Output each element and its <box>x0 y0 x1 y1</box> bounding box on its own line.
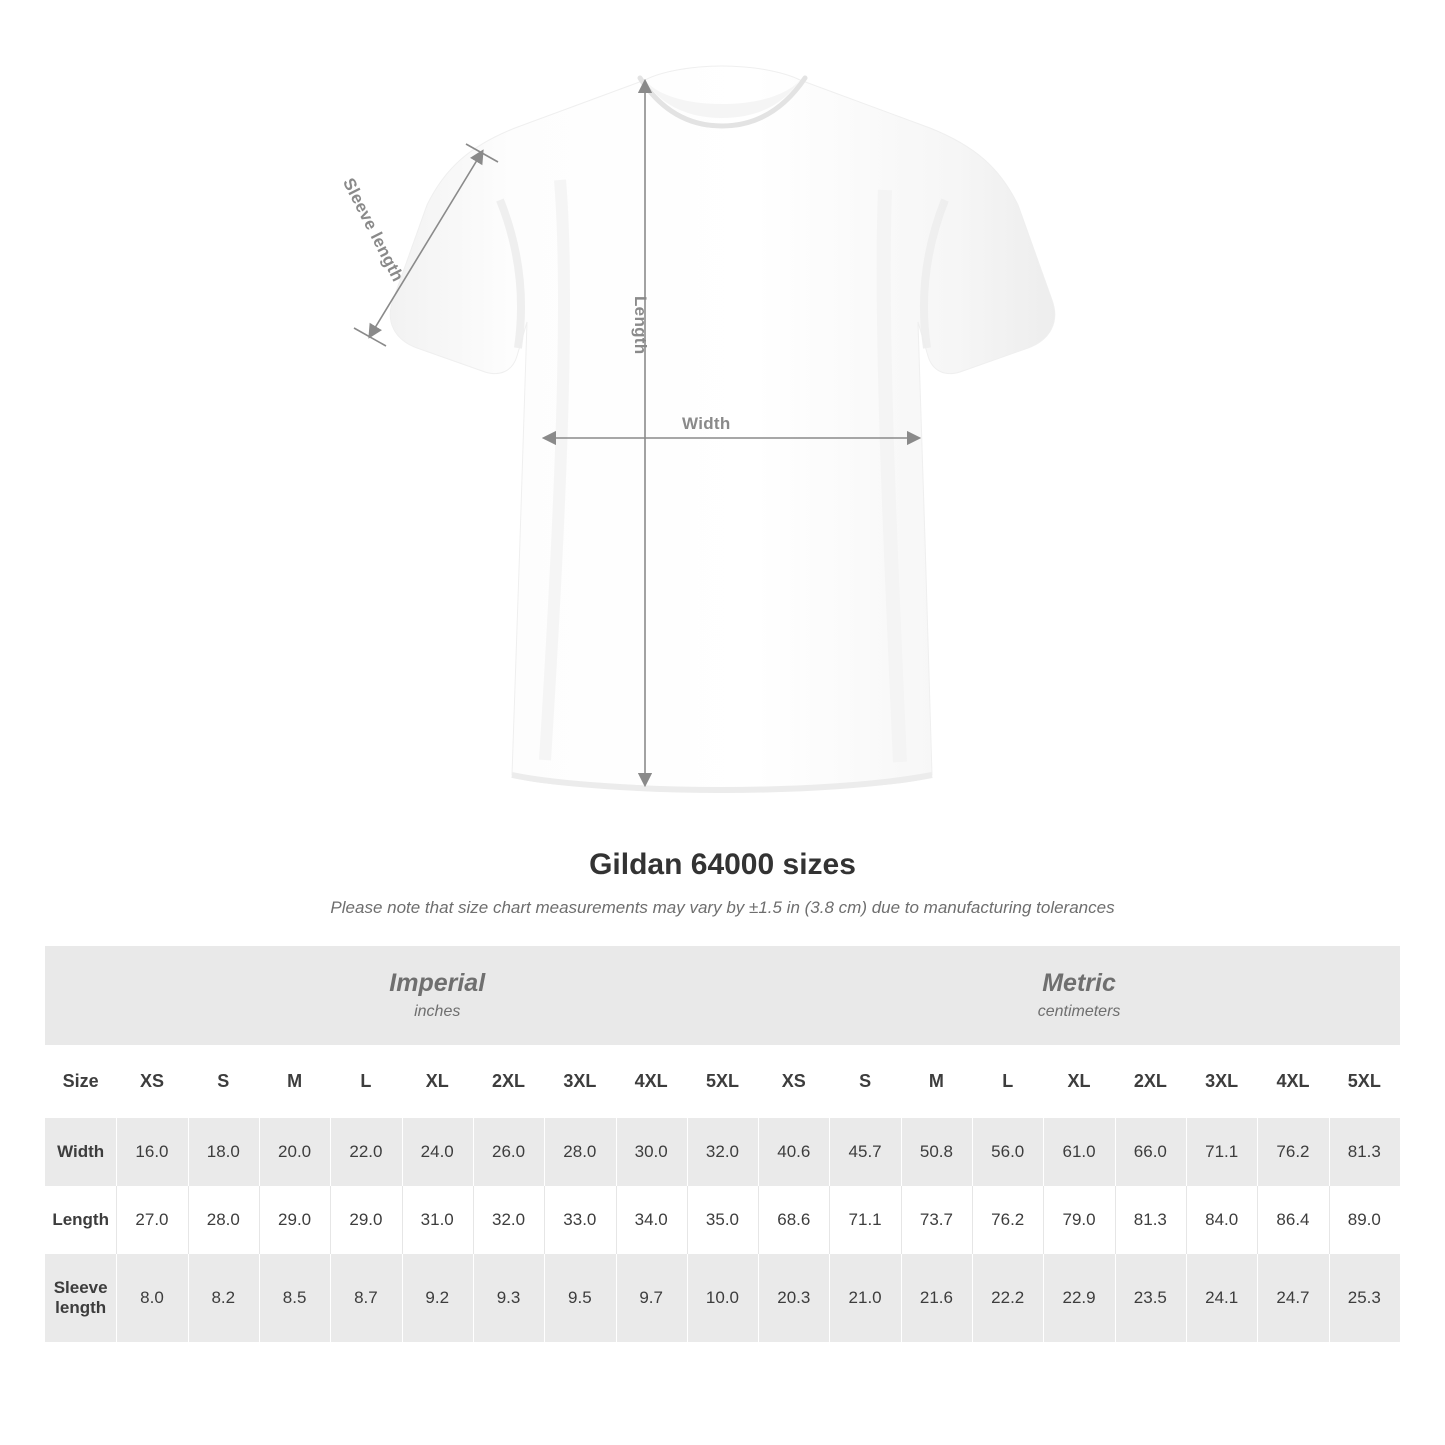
table-header-row <box>45 1045 1400 1118</box>
unit-group-imperial-name: Imperial <box>389 969 486 997</box>
tolerance-note: Please note that size chart measurements may vary by ±1.5 in (3.8 cm) due to manufacturing tolerances <box>330 898 1115 917</box>
table-cell: 81.3 <box>1115 1186 1186 1254</box>
column-header: 2XL <box>1115 1045 1186 1118</box>
table-cell: 26.0 <box>473 1118 544 1186</box>
table-cell: 76.2 <box>1257 1118 1328 1186</box>
column-header: 4XL <box>616 1045 687 1118</box>
column-header: S <box>829 1045 900 1118</box>
column-header: XL <box>402 1045 473 1118</box>
column-header-size: Size <box>45 1045 116 1118</box>
unit-group-metric-sub: centimeters <box>1037 1003 1121 1021</box>
table-cell: 81.3 <box>1329 1118 1400 1186</box>
column-header: XL <box>1043 1045 1114 1118</box>
row-header-length: Length <box>45 1186 116 1254</box>
table-cell: 61.0 <box>1043 1118 1114 1186</box>
table-cell: 22.9 <box>1043 1254 1114 1342</box>
table-cell: 21.6 <box>901 1254 972 1342</box>
row-header-width: Width <box>45 1118 116 1186</box>
unit-group-metric <box>758 946 1400 1045</box>
size-chart-table <box>45 946 1400 1342</box>
table-cell: 29.0 <box>259 1186 330 1254</box>
table-cell: 20.0 <box>259 1118 330 1186</box>
table-cell: 23.5 <box>1115 1254 1186 1342</box>
table-cell: 22.0 <box>330 1118 401 1186</box>
table-cell: 89.0 <box>1329 1186 1400 1254</box>
column-header: 5XL <box>1329 1045 1400 1118</box>
column-header: M <box>259 1045 330 1118</box>
table-cell: 24.7 <box>1257 1254 1328 1342</box>
table-cell: 18.0 <box>188 1118 259 1186</box>
table-cell: 22.2 <box>972 1254 1043 1342</box>
unit-group-imperial-sub: inches <box>414 1003 461 1021</box>
table-cell: 10.0 <box>687 1254 758 1342</box>
table-cell: 79.0 <box>1043 1186 1114 1254</box>
column-header: 5XL <box>687 1045 758 1118</box>
table-cell: 25.3 <box>1329 1254 1400 1342</box>
width-label: Width <box>682 414 731 433</box>
table-cell: 21.0 <box>829 1254 900 1342</box>
length-label: Length <box>631 296 650 355</box>
table-cell: 9.7 <box>616 1254 687 1342</box>
unit-group-metric-name: Metric <box>1042 969 1116 997</box>
table-cell: 31.0 <box>402 1186 473 1254</box>
heading-block <box>0 848 1445 918</box>
table-cell: 9.3 <box>473 1254 544 1342</box>
sleeve-length-label: Sleeve length <box>339 175 408 285</box>
table-cell: 34.0 <box>616 1186 687 1254</box>
table-cell: 68.6 <box>758 1186 829 1254</box>
table-cell: 35.0 <box>687 1186 758 1254</box>
table-cell: 27.0 <box>116 1186 187 1254</box>
table-cell: 9.5 <box>544 1254 615 1342</box>
table-cell: 86.4 <box>1257 1186 1328 1254</box>
table-cell: 40.6 <box>758 1118 829 1186</box>
column-header: M <box>901 1045 972 1118</box>
row-header-sleeve-length: Sleeve length <box>45 1254 116 1342</box>
table-cell: 16.0 <box>116 1118 187 1186</box>
table-cell: 8.7 <box>330 1254 401 1342</box>
table-cell: 66.0 <box>1115 1118 1186 1186</box>
table-cell: 71.1 <box>829 1186 900 1254</box>
table-cell: 28.0 <box>188 1186 259 1254</box>
table-cell: 32.0 <box>687 1118 758 1186</box>
table-cell: 50.8 <box>901 1118 972 1186</box>
table-cell: 8.0 <box>116 1254 187 1342</box>
table-cell: 45.7 <box>829 1118 900 1186</box>
column-header: L <box>972 1045 1043 1118</box>
table-cell: 9.2 <box>402 1254 473 1342</box>
table-cell: 8.5 <box>259 1254 330 1342</box>
table-row <box>45 1118 1400 1186</box>
page-title: Gildan 64000 sizes <box>589 848 856 881</box>
column-header: 3XL <box>544 1045 615 1118</box>
table-cell: 32.0 <box>473 1186 544 1254</box>
unit-group-imperial <box>116 946 758 1045</box>
column-header: L <box>330 1045 401 1118</box>
column-header: 2XL <box>473 1045 544 1118</box>
column-header: 3XL <box>1186 1045 1257 1118</box>
table-cell: 71.1 <box>1186 1118 1257 1186</box>
size-table-container <box>45 946 1400 1342</box>
unit-group-spacer <box>45 946 116 1045</box>
table-cell: 73.7 <box>901 1186 972 1254</box>
column-header: XS <box>116 1045 187 1118</box>
table-cell: 20.3 <box>758 1254 829 1342</box>
table-row <box>45 1186 1400 1254</box>
table-cell: 24.0 <box>402 1118 473 1186</box>
column-header: 4XL <box>1257 1045 1328 1118</box>
table-row <box>45 1254 1400 1342</box>
table-cell: 28.0 <box>544 1118 615 1186</box>
table-cell: 76.2 <box>972 1186 1043 1254</box>
column-header: XS <box>758 1045 829 1118</box>
table-cell: 30.0 <box>616 1118 687 1186</box>
table-cell: 8.2 <box>188 1254 259 1342</box>
column-header: S <box>188 1045 259 1118</box>
table-cell: 33.0 <box>544 1186 615 1254</box>
table-cell: 56.0 <box>972 1118 1043 1186</box>
table-cell: 29.0 <box>330 1186 401 1254</box>
table-cell: 84.0 <box>1186 1186 1257 1254</box>
table-cell: 24.1 <box>1186 1254 1257 1342</box>
unit-group-row <box>45 946 1400 1045</box>
